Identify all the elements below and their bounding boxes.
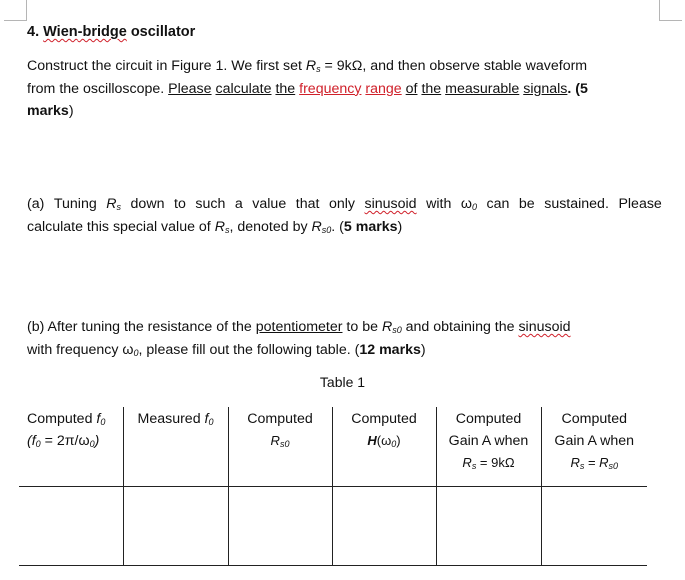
question-intro-paragraph: Construct the circuit in Figure 1. We first set $R_s = 9k\Omega$, and then observe stable waveform from the oscilloscope. Please calculate the frequency range of the measurable signals. (5 marks) (27, 58, 588, 119)
table-header-row (19, 407, 647, 487)
answer-cell-measured-f0[interactable] (123, 487, 228, 566)
page-corner-mark-right (659, 0, 682, 21)
part-a-line-2: calculate this special value of $R_s$, denoted by $R_{s0}$. (5 marks) (27, 218, 403, 235)
results-table (19, 407, 647, 566)
part-b-line-1: (b) After tuning the resistance of the potentiometer to be $R_{s0}$ and obtaining the sinusoid (27, 319, 571, 335)
header-computed-rs0: Computed $R_{s0}$ (228, 407, 332, 487)
question-part-a (27, 193, 662, 238)
answer-cell-gain-rs0[interactable] (541, 487, 647, 566)
table-caption: Table 1 (319, 374, 366, 390)
part-a-line-1: (a) Tuning $R_s$ down to such a value that only sinusoid with $\omega_0$ can be sustained. Please (27, 196, 662, 212)
header-computed-f0: Computed $f_0$ $(f_0 = 2\pi/\omega_0)$ (19, 407, 123, 487)
header-gain-rs-9k: Computed Gain A when $R_s = 9k\Omega$ (436, 407, 541, 487)
question-part-b (27, 316, 662, 361)
part-b-line-2: with frequency $\omega_0$, please fill out the following table. (12 marks) (27, 341, 426, 358)
header-computed-h: Computed $H(\omega_0)$ (332, 407, 436, 487)
header-measured-f0: Measured $f_0$ (123, 407, 228, 487)
answer-cell-computed-f0[interactable] (19, 487, 123, 566)
header-gain-rs-rs0: Computed Gain A when $R_s = R_{s0}$ (541, 407, 647, 487)
table-row (19, 487, 647, 566)
answer-cell-gain-9k[interactable] (436, 487, 541, 566)
answer-cell-computed-h[interactable] (332, 487, 436, 566)
page-corner-mark-left (4, 0, 27, 21)
section-heading: 4. Wien-bridge oscillator (27, 24, 196, 40)
answer-cell-computed-rs0[interactable] (228, 487, 332, 566)
